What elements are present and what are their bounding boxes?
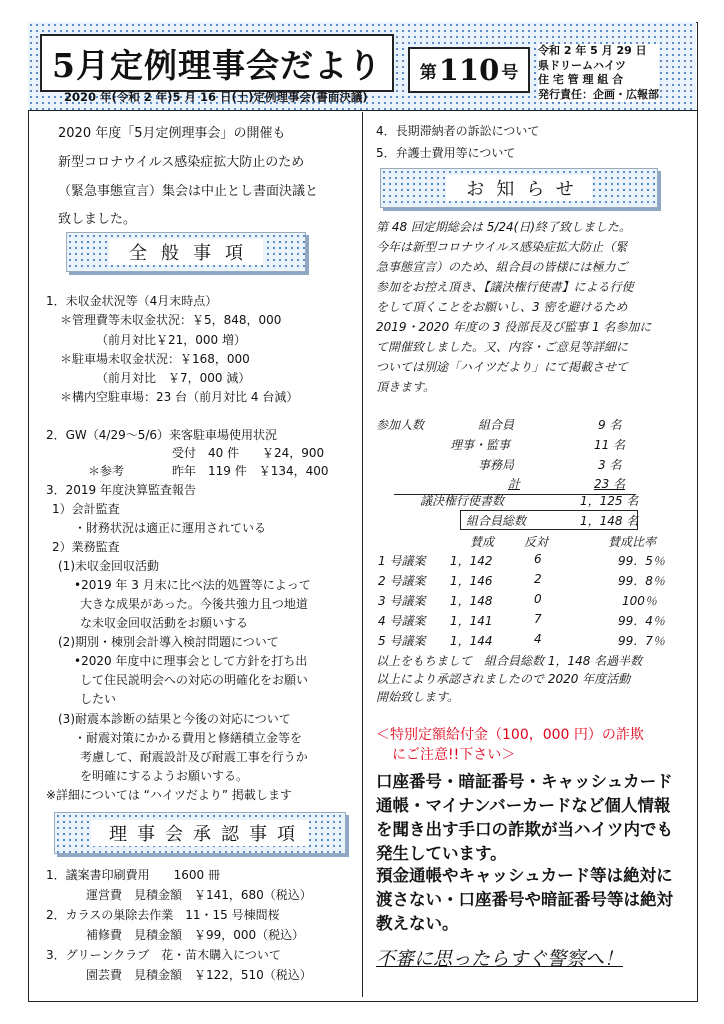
- vote-no: 7: [534, 612, 542, 626]
- general-line: 2）業務監査: [52, 540, 120, 554]
- notice-paragraph-line: 2019・2020 年度の 3 役部長及び監事 1 名参加に: [376, 320, 652, 334]
- approval-line: 2．カラスの巣除去作業 11・15 号棟間桜: [46, 908, 280, 922]
- scam-body-line: 教えない。: [376, 914, 459, 933]
- members-label: 組合員総数: [466, 514, 527, 528]
- notice-paragraph-line: 第 48 回定期総会は 5/24(日)終了致しました。: [376, 220, 632, 234]
- column-divider: [362, 112, 363, 997]
- scam-body-line: 預金通帳やキャッシュカード等は絶対に: [376, 866, 673, 885]
- closing-line: 以上をもちまして 組合員総数 1，148 名過半数: [376, 654, 643, 668]
- notice-paragraph-line: 参加をお控え頂き、【議決権行使書】による行使: [376, 280, 634, 294]
- issue-number: 110: [438, 53, 500, 87]
- general-line: （前月対比￥21，000 増）: [96, 333, 246, 347]
- members-value: 1，148 名: [580, 514, 639, 528]
- general-line: ￥24，900: [262, 446, 325, 460]
- issue-prefix: 第: [419, 62, 437, 83]
- vote-item: 1 号議案: [378, 554, 426, 568]
- vote-item: 2 号議案: [378, 574, 426, 588]
- vote-ratio: 99．4％: [618, 614, 665, 628]
- proxy-label: 議決権行使書数: [420, 494, 505, 508]
- approval-line: 運営費 見積金額 ￥141，680（税込）: [86, 888, 312, 902]
- vote-item: 3 号議案: [378, 594, 426, 608]
- participants-label: 参加人数: [376, 418, 425, 432]
- vote-yes: 1，144: [450, 634, 493, 648]
- general-line: ・耐震対策にかかる費用と修繕積立金等を: [74, 731, 303, 745]
- approval-line: 園芸費 見積金額 ￥122，510（税込）: [86, 968, 312, 982]
- publish-date: 令和 2 年 5 月 29 日: [538, 44, 647, 57]
- vote-yes: 1，141: [450, 614, 493, 628]
- publisher-line3: 発行責任：企画・広報部: [538, 87, 659, 101]
- general-line: ※詳細については “ハイツだより” 掲載します: [46, 788, 292, 802]
- general-line: •2019 年 3 月末に比べ法的処置等によって: [74, 578, 311, 592]
- intro-line: 2020 年度「5月定例理事会」の開催も: [58, 126, 286, 141]
- participant-value: 11 名: [594, 438, 626, 452]
- notice-paragraph-line: て開催致しました。又、内容・ご意見等詳細に: [376, 340, 629, 354]
- general-line: な未収金回収活動をお願いする: [80, 616, 249, 630]
- notice-paragraph-line: をして頂くことをお願いし、3 密を避けるため: [376, 300, 628, 314]
- scam-body-line: を聞き出す手口の詐欺が当ハイツ内でも: [376, 820, 673, 839]
- scam-warning: 不審に思ったらすぐ警察へ！: [376, 948, 624, 970]
- notice-heading-text: お知らせ: [446, 175, 591, 201]
- general-line: ＊参考: [88, 464, 125, 478]
- general-line: 受付 40 件: [172, 446, 240, 460]
- notice-paragraph-line: 頂きます。: [376, 380, 436, 394]
- general-line: ＊構内空駐車場：23 台（前月対比 4 台減）: [60, 390, 299, 404]
- general-line: 2．GW（4/29～5/6）来客駐車場使用状況: [46, 428, 278, 442]
- participant-label: 組合員: [478, 418, 515, 432]
- publisher-info: [538, 44, 659, 102]
- vote-header-no: 反対: [524, 535, 549, 549]
- vote-header-ratio: 賛成比率: [608, 535, 657, 549]
- general-line: 3．2019 年度決算監査報告: [46, 483, 196, 497]
- vote-ratio: 99．5％: [618, 554, 665, 568]
- vote-yes: 1，142: [450, 554, 493, 568]
- vote-header-yes: 賛成: [470, 535, 495, 549]
- general-line: 大きな成果があった。今後共強力且つ地道: [80, 597, 308, 611]
- intro-line: 致しました。: [58, 212, 137, 227]
- scam-body-line: 発生しています。: [376, 844, 507, 863]
- approval-line: 補修費 見積金額 ￥99，000（税込）: [86, 928, 305, 942]
- vote-no: 6: [534, 552, 542, 566]
- issue-suffix: 号: [501, 62, 519, 83]
- vote-no: 0: [534, 592, 542, 606]
- approval-heading-text: 理事会承認事項: [91, 820, 309, 846]
- general-line: 考慮して、耐震設計及び耐震工事を行うか: [80, 750, 308, 764]
- approval-line: 3．グリーンクラブ 花・苗木購入について: [46, 948, 281, 962]
- general-heading-text: 全般事項: [109, 239, 263, 265]
- vote-ratio: 100％: [622, 594, 657, 608]
- agenda-line: 5．弁護士費用等について: [376, 146, 516, 160]
- general-line: 1）会計監査: [52, 502, 120, 516]
- vote-yes: 1，146: [450, 574, 493, 588]
- approval-line: 1．議案書印刷費用 1600 冊: [46, 868, 220, 882]
- closing-line: 開始致します。: [376, 690, 460, 704]
- vote-item: 5 号議案: [378, 634, 426, 648]
- publisher-line2: 住 宅 管 理 組 合: [538, 73, 624, 86]
- scam-title: ＜特別定額給付金（100，000 円）の詐欺: [376, 727, 644, 743]
- vote-ratio: 99．8％: [618, 574, 665, 588]
- general-line: ＊駐車場未収金状況：￥168，000: [60, 352, 250, 366]
- proxy-value: 1，125 名: [580, 494, 639, 508]
- general-line: (1)未収金回収活動: [58, 559, 159, 573]
- intro-line: 新型コロナウイルス感染症拡大防止のため: [58, 155, 305, 170]
- participant-value: 9 名: [598, 418, 622, 432]
- meeting-subtitle: 2020 年(令和 2 年)5 月 16 日(土)定例理事会(書面決議): [64, 90, 368, 104]
- general-line: •2020 年度中に理事会として方針を打ち出: [74, 654, 308, 668]
- vote-yes: 1，148: [450, 594, 493, 608]
- general-line: したい: [80, 692, 117, 706]
- vote-item: 4 号議案: [378, 614, 426, 628]
- publisher-line1: 県ドリームハイツ: [538, 58, 626, 72]
- notice-paragraph-line: 今年は新型コロナウイルス感染症拡大防止（緊: [376, 240, 628, 254]
- issue-number-box: [408, 47, 530, 93]
- newsletter-title: 5月定例理事会だより: [40, 34, 394, 92]
- general-line: ＊管理費等未収金状況：￥5，848，000: [60, 313, 282, 327]
- vote-no: 4: [534, 632, 542, 646]
- general-line: ・財務状況は適正に運用されている: [74, 521, 267, 535]
- general-line: (3)耐震本診断の結果と今後の対応について: [58, 712, 291, 726]
- general-line: を明確にするようお願いする。: [80, 769, 249, 783]
- intro-line: （緊急事態宣言）集会は中止とし書面決議と: [58, 184, 319, 199]
- participant-value: 3 名: [598, 458, 622, 472]
- vote-ratio: 99．7％: [618, 634, 665, 648]
- vote-no: 2: [534, 572, 542, 586]
- scam-body-line: 口座番号・暗証番号・キャッシュカード: [376, 772, 673, 791]
- general-line: して住民説明会への対応の明確化をお願い: [80, 673, 309, 687]
- notice-paragraph-line: ついては別途「ハイツだより」にて掲載させて: [376, 360, 629, 374]
- participant-label: 計: [508, 477, 521, 491]
- agenda-line: 4．長期滞納者の訴訟について: [376, 124, 540, 138]
- scam-title: にご注意!!下さい＞: [392, 747, 516, 763]
- notice-paragraph-line: 急事態宣言）のため、組合員の皆様には極力ご: [376, 260, 628, 274]
- participant-value: 23 名: [594, 477, 626, 491]
- notice-heading: [380, 168, 658, 208]
- general-line: （前月対比 ￥7，000 減）: [96, 371, 251, 385]
- header-divider: [28, 110, 698, 111]
- approval-heading: [54, 812, 346, 854]
- participant-label: 理事・監事: [450, 438, 511, 452]
- general-heading: [66, 232, 306, 272]
- closing-line: 以上により承認されましたので 2020 年度活動: [376, 672, 631, 686]
- scam-body-line: 通帳・マイナンバーカードなど個人情報: [376, 796, 671, 815]
- general-line: 1．未収金状況等（4月末時点）: [46, 294, 218, 308]
- scam-body-line: 渡さない・口座番号や暗証番号等は絶対: [376, 890, 673, 909]
- general-line: (2)期別・棟別会計導入検討問題について: [58, 635, 279, 649]
- participant-label: 事務局: [478, 458, 515, 472]
- general-line: 昨年 119 件 ￥134，400: [172, 464, 329, 478]
